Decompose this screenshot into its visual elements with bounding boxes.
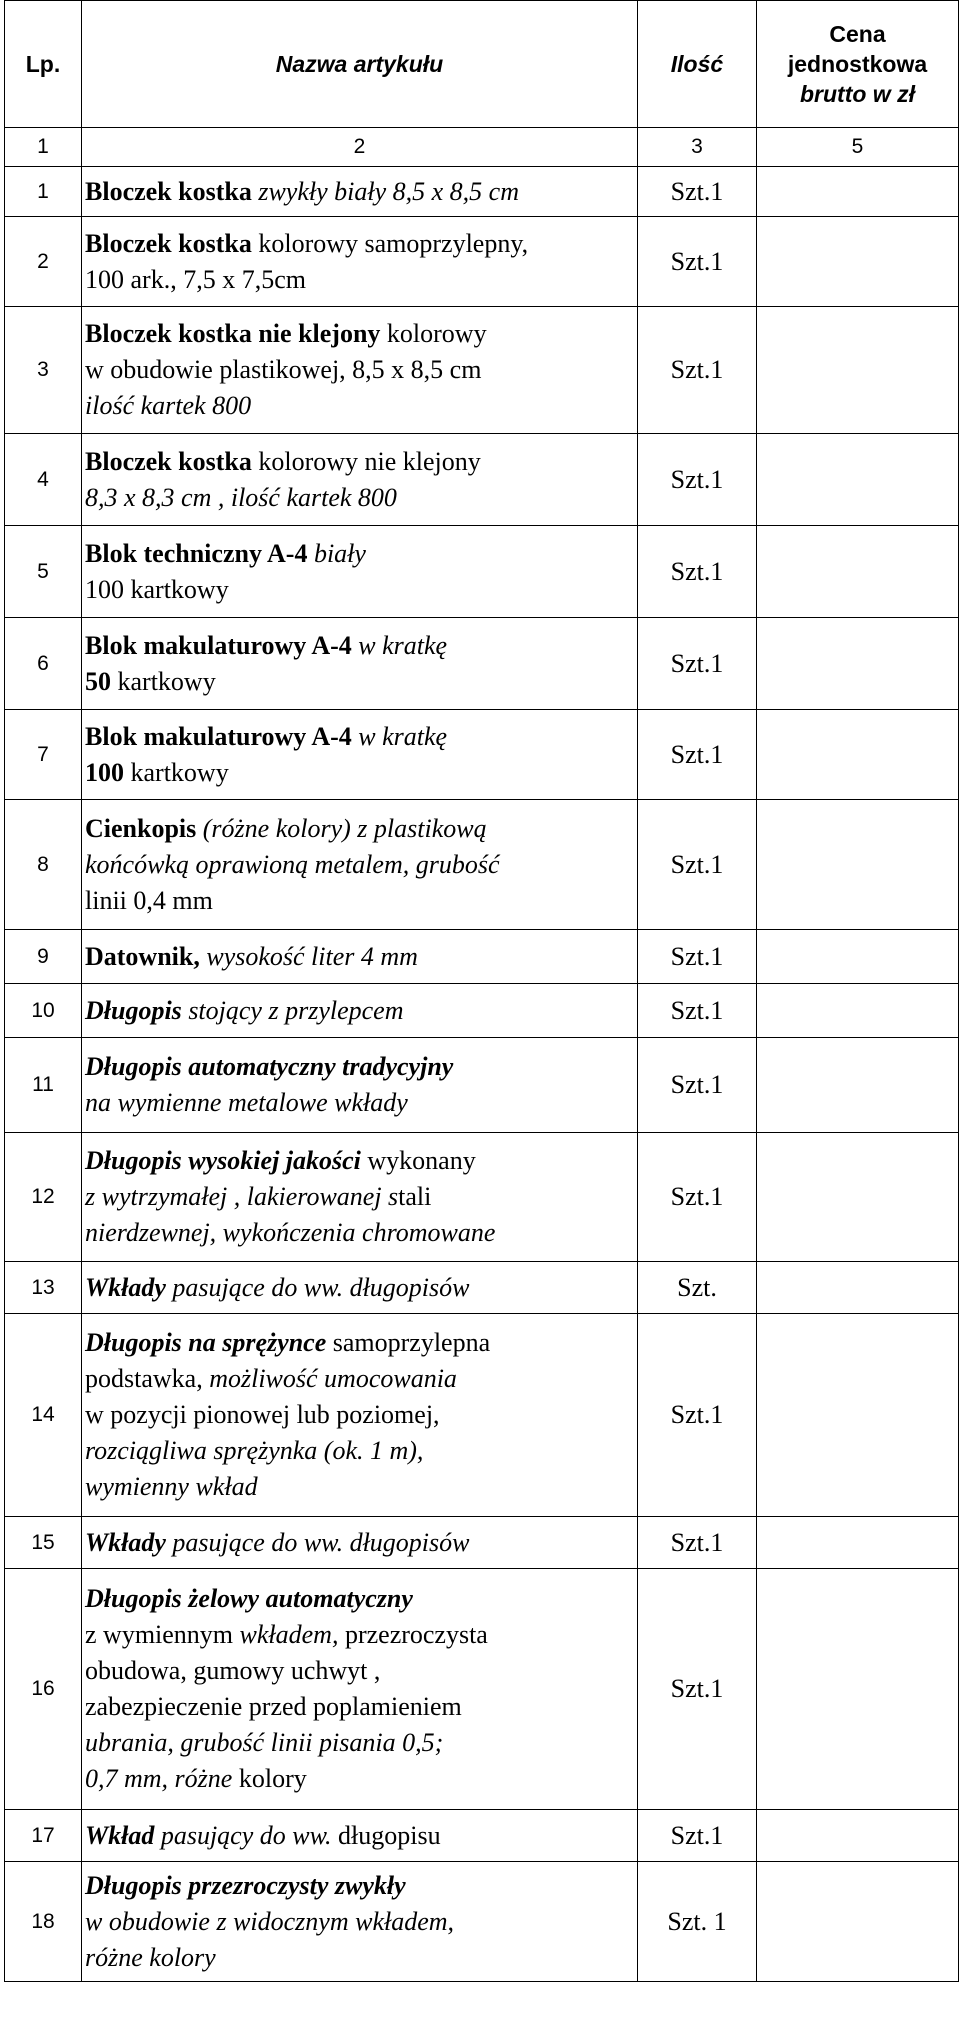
description-line: [85, 480, 635, 516]
description-line: [85, 993, 635, 1029]
row-number: 1: [5, 167, 82, 217]
header-price-line: brutto w zł: [800, 81, 915, 107]
item-description: [82, 1517, 638, 1569]
description-segment: 50: [85, 666, 111, 696]
description-segment: zwykły biały 8,5 x 8,5 cm: [251, 176, 519, 206]
row-number: 2: [5, 217, 82, 307]
row-number: 3: [5, 307, 82, 434]
item-description: [82, 800, 638, 930]
description-segment: w kratkę: [351, 630, 448, 660]
item-quantity: Szt.1: [638, 1133, 757, 1262]
item-price-cell: [757, 984, 959, 1038]
table-row: [5, 1810, 959, 1862]
row-number: 12: [5, 1133, 82, 1262]
table-row: [5, 800, 959, 930]
row-number: 17: [5, 1810, 82, 1862]
description-segment: Długopis automatyczny tradycyjny: [85, 1052, 454, 1081]
description-segment: 0,7 mm, różne: [85, 1764, 233, 1793]
item-quantity: Szt.1: [638, 434, 757, 526]
description-segment: Bloczek kostka nie klejony: [85, 319, 381, 348]
item-description: [82, 1862, 638, 1982]
description-segment: z wymiennym: [85, 1620, 240, 1649]
description-segment: pasujące do ww. długopisów: [165, 1527, 470, 1557]
row-number: 9: [5, 930, 82, 984]
description-line: [85, 811, 635, 847]
item-description: [82, 1569, 638, 1810]
description-segment: pasujący do ww.: [154, 1820, 339, 1850]
table-row: [5, 1517, 959, 1569]
description-segment: Cienkopis: [85, 813, 197, 843]
table-body: [5, 167, 959, 1982]
description-line: [85, 1868, 635, 1904]
item-quantity: Szt.1: [638, 1314, 757, 1517]
description-line: [85, 1270, 635, 1306]
item-description: [82, 1314, 638, 1517]
item-price-cell: [757, 526, 959, 618]
table-row: [5, 1862, 959, 1982]
row-number: 11: [5, 1038, 82, 1133]
description-line: [85, 1085, 635, 1121]
description-segment: podstawka,: [85, 1364, 210, 1393]
description-line: [85, 1215, 635, 1251]
table-row: [5, 1038, 959, 1133]
header-price-line: jednostkowa: [787, 51, 928, 77]
description-line: [85, 1433, 635, 1469]
description-line: [85, 1143, 635, 1179]
item-description: [82, 984, 638, 1038]
description-segment: kartkowy: [124, 757, 229, 787]
description-segment: Bloczek kostka: [85, 446, 252, 476]
item-description: [82, 1810, 638, 1862]
description-segment: Wkłady: [85, 1527, 166, 1557]
item-price-cell: [757, 1038, 959, 1133]
description-segment: Wkłady: [85, 1272, 166, 1302]
table-row: [5, 434, 959, 526]
description-line: [85, 1617, 635, 1653]
description-line: [85, 388, 635, 424]
item-price-cell: [757, 710, 959, 800]
table-row: [5, 1569, 959, 1810]
description-segment: Bloczek kostka: [85, 176, 252, 206]
item-price-cell: [757, 800, 959, 930]
item-price-cell: [757, 1517, 959, 1569]
description-line: [85, 1653, 635, 1689]
description-line: [85, 1325, 635, 1361]
row-number: 13: [5, 1262, 82, 1314]
item-description: [82, 710, 638, 800]
header-lp: Lp.: [5, 1, 82, 128]
item-description: [82, 930, 638, 984]
description-segment: Wkład: [85, 1820, 155, 1850]
header-row: [5, 1, 959, 128]
description-segment: obudowa, gumowy uchwyt ,: [85, 1656, 381, 1685]
table-row: [5, 307, 959, 434]
row-number: 10: [5, 984, 82, 1038]
header-price: [757, 1, 959, 128]
description-line: [85, 1179, 635, 1215]
description-segment: kolorowy: [380, 319, 487, 348]
description-line: [85, 1689, 635, 1725]
item-description: [82, 526, 638, 618]
description-segment: na wymienne metalowe wkłady: [85, 1088, 408, 1117]
description-segment: Długopis przezroczysty zwykły: [85, 1870, 406, 1900]
item-price-cell: [757, 307, 959, 434]
table-row: [5, 526, 959, 618]
column-index: 1: [5, 128, 82, 167]
description-segment: pasujące do ww. długopisów: [165, 1272, 470, 1302]
description-line: [85, 1761, 635, 1797]
description-line: [85, 226, 635, 262]
item-price-cell: [757, 167, 959, 217]
description-segment: Blok makulaturowy A-4: [85, 630, 352, 660]
description-line: [85, 664, 635, 700]
description-line: [85, 444, 635, 480]
table-row: [5, 217, 959, 307]
item-price-cell: [757, 930, 959, 984]
item-description: [82, 618, 638, 710]
description-line: [85, 628, 635, 664]
item-price-cell: [757, 434, 959, 526]
description-line: [85, 1818, 635, 1854]
item-price-cell: [757, 217, 959, 307]
item-quantity: Szt.: [638, 1262, 757, 1314]
description-line: [85, 883, 635, 919]
item-description: [82, 1133, 638, 1262]
row-number: 7: [5, 710, 82, 800]
item-description: [82, 434, 638, 526]
table-row: [5, 930, 959, 984]
price-table: [4, 0, 959, 1982]
description-segment: zabezpieczenie przed poplamieniem: [85, 1692, 462, 1721]
item-quantity: Szt.1: [638, 217, 757, 307]
description-segment: kolory: [232, 1764, 307, 1793]
description-line: [85, 572, 635, 608]
description-segment: wysokość liter 4 mm: [199, 941, 418, 971]
column-index-row: [5, 128, 959, 167]
row-number: 8: [5, 800, 82, 930]
row-number: 16: [5, 1569, 82, 1810]
row-number: 5: [5, 526, 82, 618]
item-description: [82, 1262, 638, 1314]
description-segment: Długopis żelowy automatyczny: [85, 1584, 413, 1613]
item-quantity: Szt.1: [638, 800, 757, 930]
description-segment: kartkowy: [111, 666, 216, 696]
item-quantity: Szt.1: [638, 1038, 757, 1133]
description-line: [85, 847, 635, 883]
description-segment: wkładem,: [239, 1620, 339, 1649]
item-quantity: Szt.1: [638, 984, 757, 1038]
description-segment: (różne kolory) z plastikową: [196, 813, 487, 843]
description-line: [85, 1361, 635, 1397]
table-row: [5, 1314, 959, 1517]
item-description: [82, 217, 638, 307]
item-price-cell: [757, 1133, 959, 1262]
description-line: [85, 1581, 635, 1617]
description-line: [85, 1725, 635, 1761]
table-row: [5, 1262, 959, 1314]
item-quantity: Szt.1: [638, 167, 757, 217]
item-quantity: Szt.1: [638, 710, 757, 800]
description-segment: wykonany: [360, 1146, 476, 1175]
item-quantity: Szt.1: [638, 307, 757, 434]
row-number: 14: [5, 1314, 82, 1517]
description-line: [85, 1904, 635, 1940]
description-line: [85, 1397, 635, 1433]
description-segment: ilość kartek 800: [85, 391, 252, 420]
description-line: [85, 1940, 635, 1976]
table-row: [5, 984, 959, 1038]
item-quantity: Szt.1: [638, 526, 757, 618]
item-price-cell: [757, 1314, 959, 1517]
item-price-cell: [757, 1262, 959, 1314]
description-line: [85, 939, 635, 975]
description-segment: Długopis wysokiej jakości: [85, 1146, 361, 1175]
row-number: 15: [5, 1517, 82, 1569]
item-description: [82, 307, 638, 434]
column-index: 5: [757, 128, 959, 167]
description-segment: w obudowie plastikowej, 8,5 x 8,5 cm: [85, 355, 482, 384]
header-name: Nazwa artykułu: [82, 1, 638, 128]
description-segment: stojący z przylepcem: [181, 995, 404, 1025]
item-price-cell: [757, 1862, 959, 1982]
description-segment: Datownik,: [85, 941, 200, 971]
description-segment: kolorowy nie klejony: [251, 446, 481, 476]
row-number: 18: [5, 1862, 82, 1982]
description-segment: Blok makulaturowy A-4: [85, 721, 352, 751]
table-row: [5, 1133, 959, 1262]
description-segment: końcówką oprawioną metalem, grubość: [85, 849, 500, 879]
table-row: [5, 618, 959, 710]
description-line: [85, 1525, 635, 1561]
column-index: 3: [638, 128, 757, 167]
description-segment: 100: [85, 757, 124, 787]
item-price-cell: [757, 1810, 959, 1862]
description-segment: samoprzylepna: [326, 1328, 491, 1357]
description-segment: 100 kartkowy: [85, 574, 229, 604]
description-segment: ubrania, grubość linii pisania 0,5;: [85, 1728, 444, 1757]
description-segment: biały: [307, 538, 366, 568]
description-segment: Blok techniczny A-4: [85, 538, 308, 568]
item-quantity: Szt.1: [638, 1810, 757, 1862]
description-segment: kolorowy samoprzylepny,: [251, 228, 529, 258]
row-number: 6: [5, 618, 82, 710]
description-segment: różne kolory: [85, 1942, 216, 1972]
row-number: 4: [5, 434, 82, 526]
description-line: [85, 1469, 635, 1505]
description-segment: w pozycji pionowej lub poziomej,: [85, 1400, 440, 1429]
description-segment: wymienny wkład: [85, 1472, 258, 1501]
description-segment: linii 0,4 mm: [85, 885, 213, 915]
description-segment: 8,3 x 8,3 cm , ilość kartek 800: [85, 482, 397, 512]
description-line: [85, 262, 635, 298]
description-segment: w kratkę: [351, 721, 448, 751]
description-line: [85, 755, 635, 791]
description-segment: Bloczek kostka: [85, 228, 252, 258]
description-segment: tali: [398, 1182, 432, 1211]
item-price-cell: [757, 1569, 959, 1810]
header-price-line: Cena: [829, 21, 886, 47]
item-quantity: Szt.1: [638, 930, 757, 984]
table-row: [5, 167, 959, 217]
item-quantity: Szt.1: [638, 1517, 757, 1569]
description-segment: Długopis: [85, 995, 182, 1025]
description-line: [85, 1049, 635, 1085]
table-row: [5, 710, 959, 800]
item-quantity: Szt. 1: [638, 1862, 757, 1982]
item-quantity: Szt.1: [638, 1569, 757, 1810]
description-segment: w obudowie z widocznym wkładem,: [85, 1906, 455, 1936]
description-segment: przezroczysta: [338, 1620, 488, 1649]
description-line: [85, 174, 635, 210]
item-price-cell: [757, 618, 959, 710]
description-line: [85, 316, 635, 352]
item-description: [82, 1038, 638, 1133]
column-index: 2: [82, 128, 638, 167]
description-segment: rozciągliwa sprężynka (ok. 1 m),: [85, 1436, 424, 1465]
description-line: [85, 719, 635, 755]
description-segment: Długopis na sprężynce: [85, 1328, 327, 1357]
description-line: [85, 536, 635, 572]
item-quantity: Szt.1: [638, 618, 757, 710]
item-description: [82, 167, 638, 217]
description-segment: 100 ark., 7,5 x 7,5cm: [85, 264, 306, 294]
header-qty: Ilość: [638, 1, 757, 128]
description-segment: z wytrzymałej , lakierowanej s: [85, 1182, 399, 1211]
description-line: [85, 352, 635, 388]
description-segment: możliwość umocowania: [209, 1364, 457, 1393]
description-segment: długopisu: [338, 1820, 441, 1850]
description-segment: nierdzewnej, wykończenia chromowane: [85, 1218, 496, 1247]
